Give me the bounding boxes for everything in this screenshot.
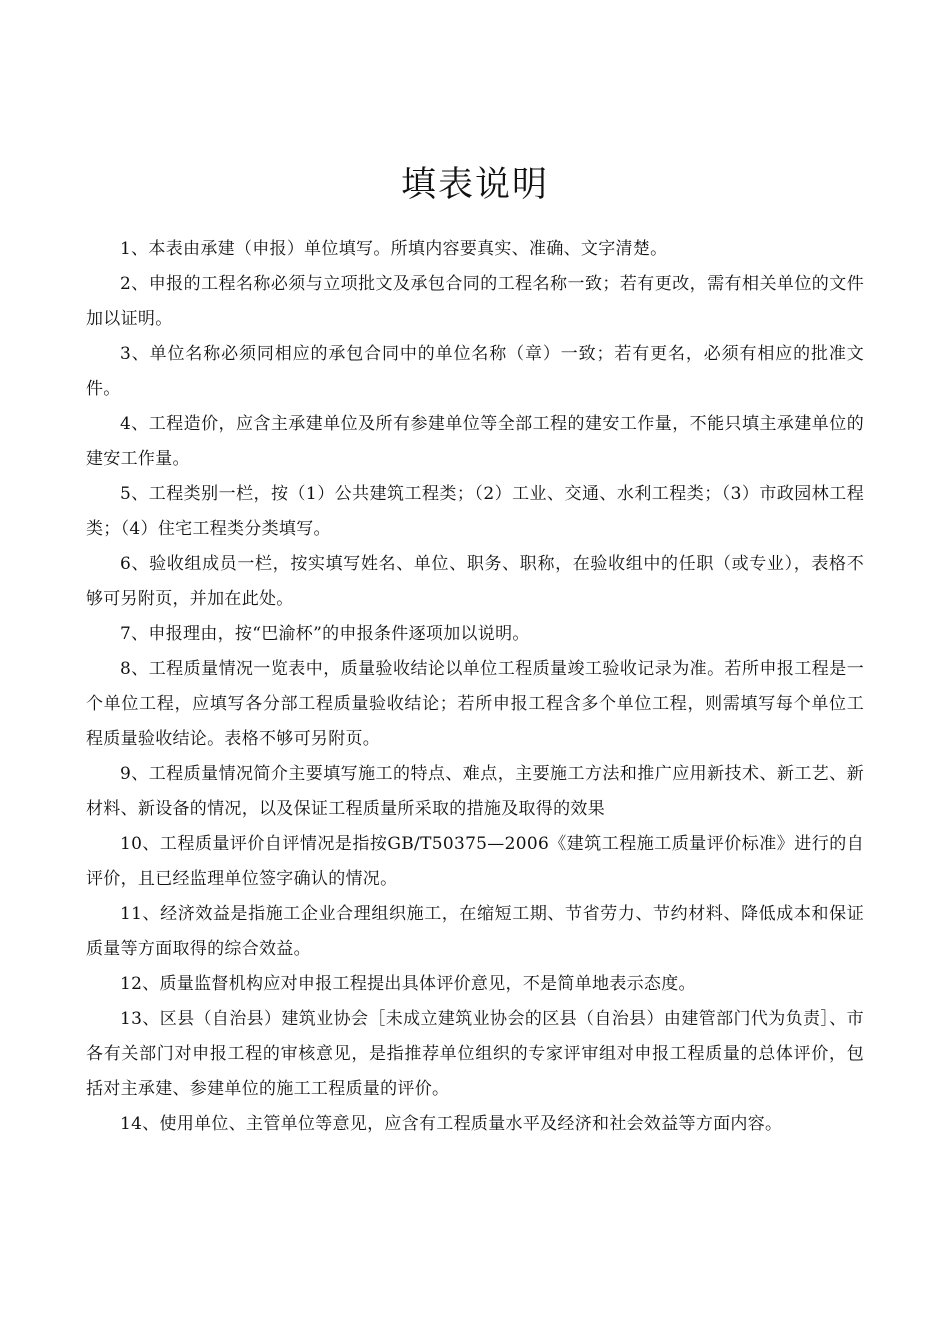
- instruction-item-12: 12、质量监督机构应对申报工程提出具体评价意见，不是简单地表示态度。: [120, 974, 696, 994]
- instruction-item-5: 5、工程类别一栏，按（1）公共建筑工程类；（2）工业、交通、水利工程类；（3）市政园林工程类；（4）住宅工程类分类填写。: [86, 484, 864, 539]
- instruction-item-4: 4、工程造价，应含主承建单位及所有参建单位等全部工程的建安工作量，不能只填主承建单位的建安工作量。: [86, 414, 864, 469]
- instruction-item-14: 14、使用单位、主管单位等意见，应含有工程质量水平及经济和社会效益等方面内容。: [120, 1114, 783, 1134]
- instruction-item-2: 2、申报的工程名称必须与立项批文及承包合同的工程名称一致；若有更改，需有相关单位的文件加以证明。: [86, 274, 864, 329]
- instruction-item-9: 9、工程质量情况简介主要填写施工的特点、难点，主要施工方法和推广应用新技术、新工艺、新材料、新设备的情况，以及保证工程质量所采取的措施及取得的效果: [86, 764, 864, 819]
- instruction-item-8: 8、工程质量情况一览表中，质量验收结论以单位工程质量竣工验收记录为准。若所申报工程是一个单位工程，应填写各分部工程质量验收结论；若所申报工程含多个单位工程，则需填写每个单位工程质量验收结论。表格不够可另附页。: [86, 659, 864, 749]
- instruction-item-1: 1、本表由承建（申报）单位填写。所填内容要真实、准确、文字清楚。: [120, 239, 668, 259]
- instructions-list: [86, 232, 864, 1142]
- instruction-item-11: 11、经济效益是指施工企业合理组织施工，在缩短工期、节省劳力、节约材料、降低成本和保证质量等方面取得的综合效益。: [86, 904, 864, 959]
- page-title: 填表说明: [400, 165, 549, 206]
- instruction-item-10: 10、工程质量评价自评情况是指按GB/T50375—2006《建筑工程施工质量评价标准》进行的自评价，且已经监理单位签字确认的情况。: [86, 834, 864, 889]
- instruction-item-7: 7、申报理由，按“巴渝杯”的申报条件逐项加以说明。: [120, 624, 530, 644]
- instruction-item-6: 6、验收组成员一栏，按实填写姓名、单位、职务、职称，在验收组中的任职（或专业），表格不够可另附页，并加在此处。: [86, 554, 864, 609]
- instruction-item-3: 3、单位名称必须同相应的承包合同中的单位名称（章）一致；若有更名，必须有相应的批准文件。: [86, 344, 864, 399]
- instruction-item-13: 13、区县（自治县）建筑业协会［未成立建筑业协会的区县（自治县）由建管部门代为负责］、市各有关部门对申报工程的审核意见，是指推荐单位组织的专家评审组对申报工程质量的总体评价，包括对主承建、参建单位的施工工程质量的评价。: [86, 1009, 864, 1099]
